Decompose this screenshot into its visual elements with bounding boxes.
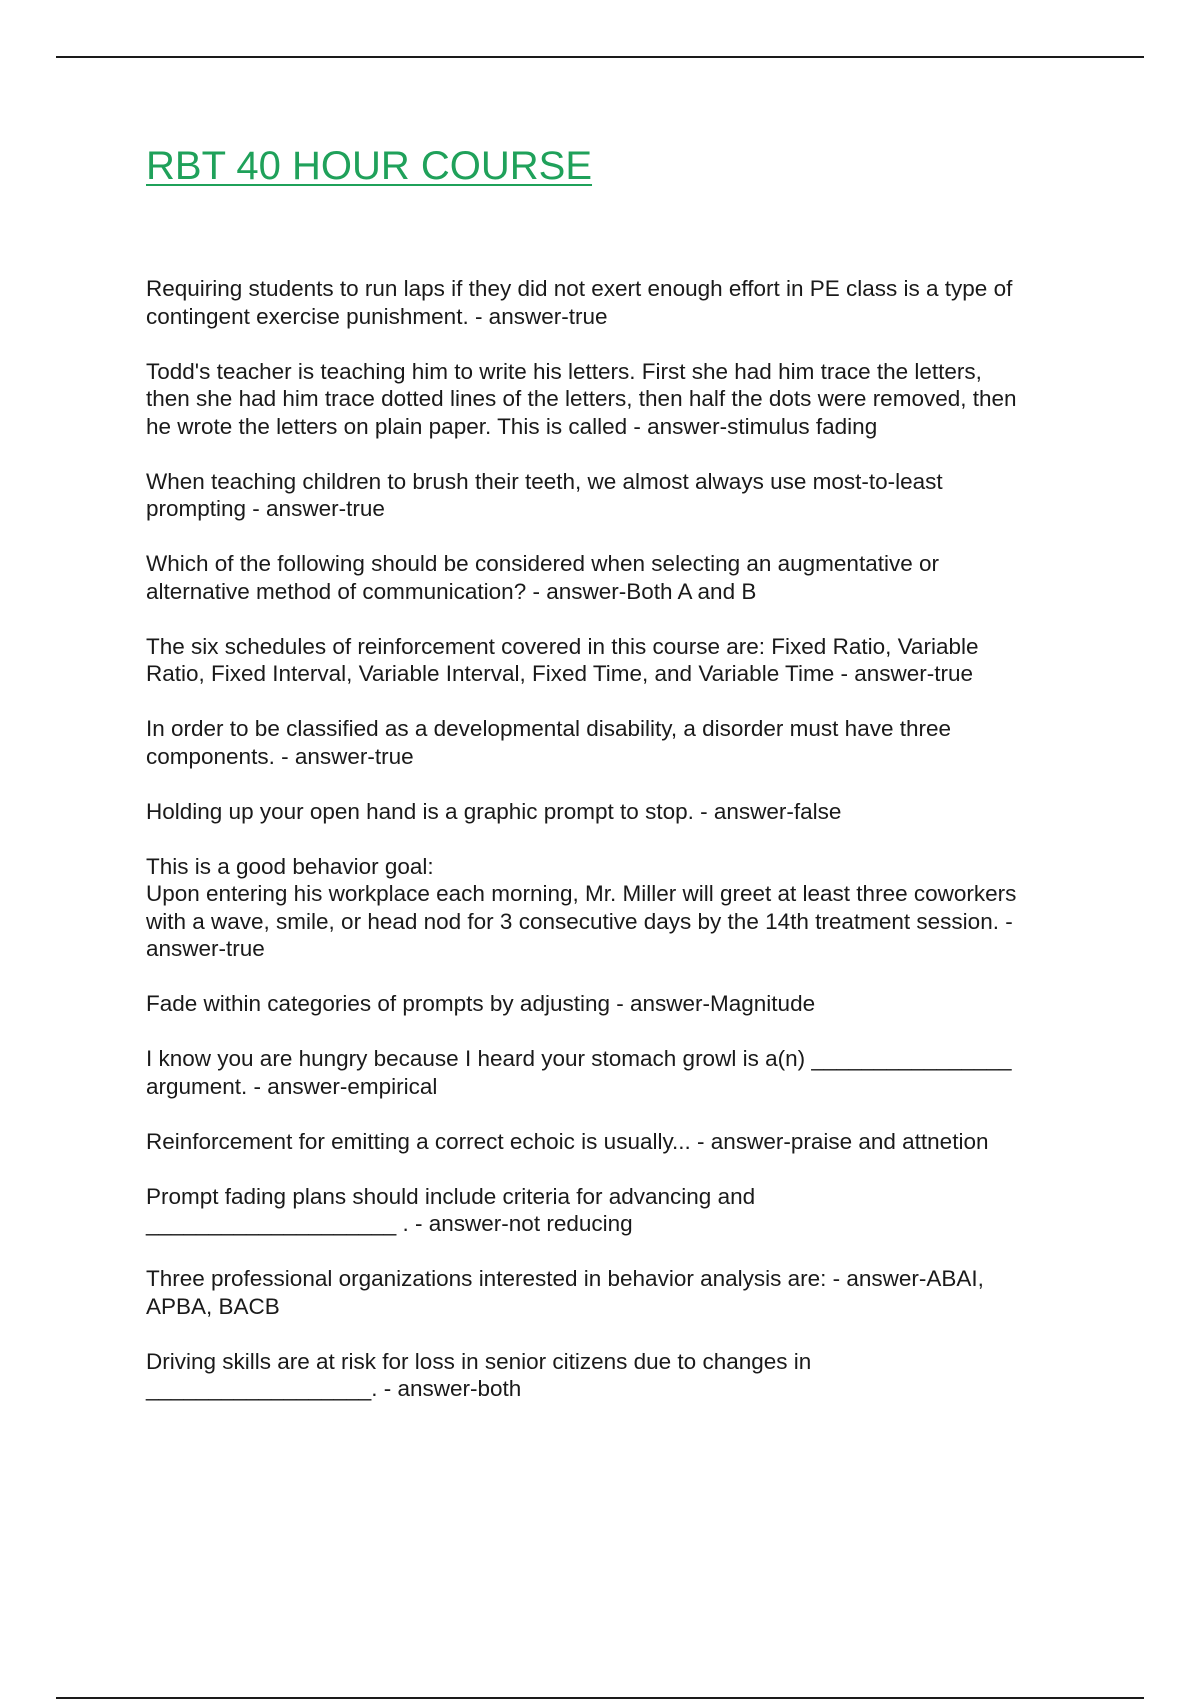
qa-item: This is a good behavior goal: Upon entering his workplace each morning, Mr. Miller will greet at least three coworkers with a wave, smile, or head nod for 3 consecutive days by the 14th treatment session. - answer-true bbox=[146, 853, 1017, 961]
qa-item: In order to be classified as a developmental disability, a disorder must have three components. - answer-true bbox=[146, 716, 952, 769]
qa-item: Driving skills are at risk for loss in senior citizens due to changes in __________________. - answer-both bbox=[146, 1348, 812, 1401]
document-title: RBT 40 HOUR COURSE bbox=[146, 144, 593, 188]
qa-list bbox=[146, 275, 1086, 1430]
qa-item: The six schedules of reinforcement covered in this course are: Fixed Ratio, Variable Ratio, Fixed Interval, Variable Interval, Fixed Time, and Variable Time - answer-true bbox=[146, 633, 979, 686]
qa-item: Prompt fading plans should include criteria for advancing and ____________________ . - answer-not reducing bbox=[146, 1183, 756, 1236]
top-rule bbox=[56, 56, 1144, 58]
qa-item: Todd's teacher is teaching him to write his letters. First she had him trace the letters, then she had him trace dotted lines of the letters, then half the dots were removed, then he wrote the letters on plain paper. This is called - answer-stimulus fading bbox=[146, 358, 1017, 439]
qa-item: Reinforcement for emitting a correct echoic is usually... - answer-praise and attnetion bbox=[146, 1128, 989, 1154]
qa-item: Holding up your open hand is a graphic prompt to stop. - answer-false bbox=[146, 798, 842, 824]
qa-item: I know you are hungry because I heard your stomach growl is a(n) ________________ argument. - answer-empirical bbox=[146, 1046, 1012, 1099]
qa-item: Which of the following should be considered when selecting an augmentative or alternative method of communication? - answer-Both A and B bbox=[146, 551, 939, 604]
qa-item: Requiring students to run laps if they did not exert enough effort in PE class is a type of contingent exercise punishment. - answer-true bbox=[146, 276, 1013, 329]
qa-item: Three professional organizations interested in behavior analysis are: - answer-ABAI, APBA, BACB bbox=[146, 1266, 984, 1319]
qa-item: When teaching children to brush their teeth, we almost always use most-to-least prompting - answer-true bbox=[146, 468, 943, 521]
bottom-rule bbox=[56, 1697, 1144, 1699]
qa-item: Fade within categories of prompts by adjusting - answer-Magnitude bbox=[146, 991, 816, 1016]
